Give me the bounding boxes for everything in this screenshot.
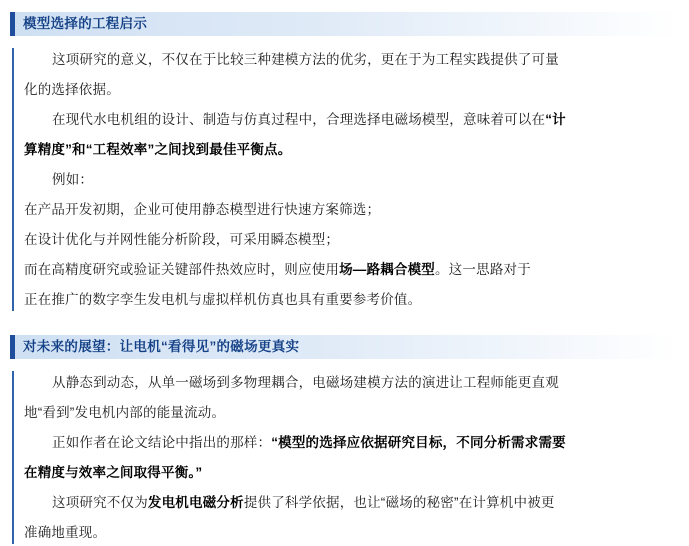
section-heading-1 [10,12,679,36]
body-text: 这项研究不仅为 [52,495,148,510]
emphasis-text: 在精度与效率之间取得平衡。” [24,465,203,480]
body-text: 正如作者在论文结论中指出的那样： [52,435,272,450]
paragraph [24,46,679,73]
body-text: 在产品开发初期，企业可使用静态模型进行快速方案筛选； [24,202,381,217]
body-text: 在现代水电机组的设计、制造与仿真过程中，合理选择电磁场模型，意味着可以在 [52,112,546,127]
paragraph [24,256,679,283]
emphasis-text: 场—路耦合模型 [339,262,436,277]
body-text: 这项研究的意义，不仅在于比较三种建模方法的优劣，更在于为工程实践提供了可量 [52,52,559,67]
paragraph [24,166,679,193]
paragraph [24,429,679,456]
paragraph-list-2 [24,369,679,546]
body-text: 地“看到”发电机内部的能量流动。 [24,405,226,420]
emphasis-text: “模型的选择应依据研究目标，不同分析需求需要 [271,435,566,450]
paragraph [24,196,679,223]
section-heading-text: 对未来的展望：让电机“看得见”的磁场更真实 [23,339,300,355]
body-text: 化的选择依据。 [24,82,120,97]
heading-band [15,335,679,359]
paragraph [24,286,679,313]
paragraph-list-1 [24,46,679,313]
body-text: 提供了科学依据，也让“磁场的秘密”在计算机中被更 [243,495,555,510]
emphasis-text: “计 [545,112,566,127]
section-gap [10,317,679,335]
paragraph [24,106,679,133]
paragraph [24,76,679,103]
body-text: 而在高精度研究或验证关键部件热效应时，则应使用 [24,262,340,277]
body-text: 。这一思路对于 [435,262,531,277]
section-heading-text: 模型选择的工程启示 [23,16,148,32]
body-text: 从静态到动态，从单一磁场到多物理耦合，电磁场建模方法的演进让工程师能更直观 [52,375,559,390]
section-heading-2 [10,335,679,359]
paragraph [24,459,679,486]
body-text: 正在推广的数字孪生发电机与虚拟样机仿真也具有重要参考价值。 [24,292,422,307]
emphasis-text: 算精度”和“工程效率”之间找到最佳平衡点。 [24,142,292,157]
paragraph [24,399,679,426]
body-text: 例如： [52,172,94,187]
body-text: 在设计优化与并网性能分析阶段，可采用瞬态模型； [24,232,340,247]
section-body-1 [10,46,679,313]
body-text: 准确地重现。 [24,525,107,540]
emphasis-text: 发电机电磁分析 [147,495,244,510]
paragraph [24,489,679,516]
paragraph [24,519,679,546]
heading-band [15,12,679,36]
paragraph [24,226,679,253]
section-body-2 [10,369,679,546]
paragraph [24,136,679,163]
paragraph [24,369,679,396]
